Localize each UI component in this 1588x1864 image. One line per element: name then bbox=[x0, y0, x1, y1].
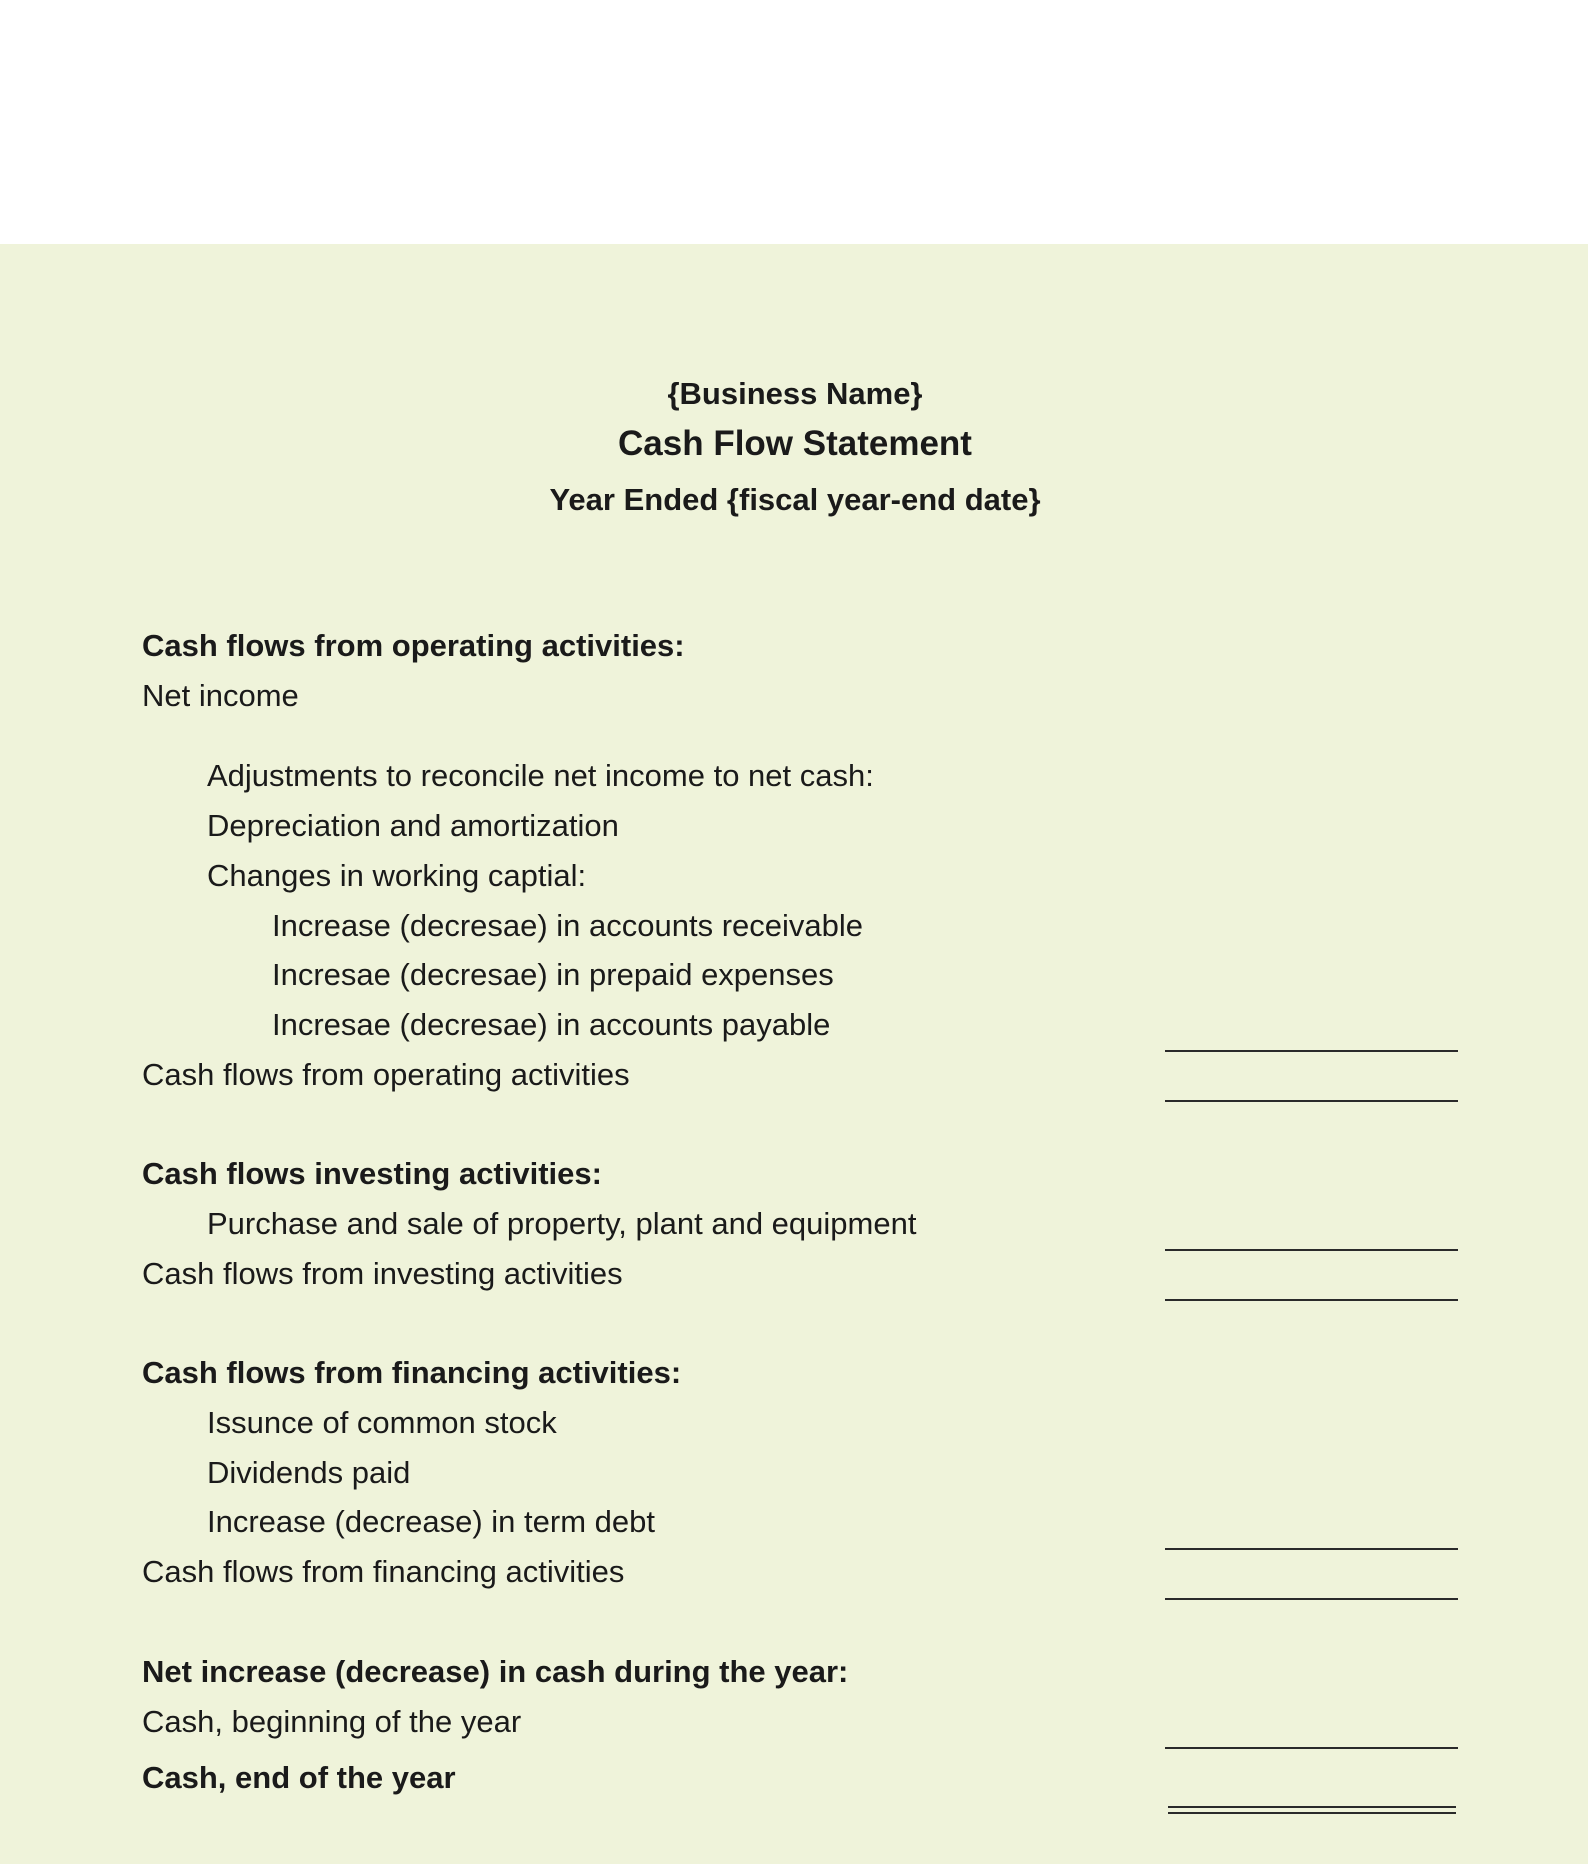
financing-total-label: Cash flows from financing activities bbox=[142, 1554, 625, 1589]
debt-underline bbox=[1165, 1548, 1458, 1550]
operating-heading: Cash flows from operating activities: bbox=[142, 628, 685, 663]
ppe-underline bbox=[1165, 1249, 1458, 1251]
beginning-cash-underline bbox=[1165, 1747, 1458, 1749]
depreciation-label: Depreciation and amortization bbox=[207, 808, 619, 843]
investing-heading: Cash flows investing activities: bbox=[142, 1156, 602, 1191]
ending-cash-label: Cash, end of the year bbox=[142, 1760, 456, 1795]
operating-total-underline bbox=[1165, 1100, 1458, 1102]
ppe-label: Purchase and sale of property, plant and equipment bbox=[207, 1206, 917, 1241]
working-capital-label: Changes in working captial: bbox=[207, 858, 587, 893]
receivable-label: Increase (decresae) in accounts receivable bbox=[272, 908, 864, 943]
financing-heading: Cash flows from financing activities: bbox=[142, 1355, 682, 1390]
investing-total-underline bbox=[1165, 1299, 1458, 1301]
beginning-cash-label: Cash, beginning of the year bbox=[142, 1704, 522, 1739]
business-name: {Business Name} bbox=[667, 376, 923, 411]
prepaid-label: Incresae (decresae) in prepaid expenses bbox=[272, 957, 834, 992]
debt-label: Increase (decrease) in term debt bbox=[207, 1504, 655, 1539]
statement-title: Cash Flow Statement bbox=[618, 424, 972, 463]
investing-total-label: Cash flows from investing activities bbox=[142, 1256, 623, 1291]
payable-label: Incresae (decresae) in accounts payable bbox=[272, 1007, 831, 1042]
financing-total-underline bbox=[1165, 1598, 1458, 1600]
statement-period: Year Ended {fiscal year-end date} bbox=[549, 482, 1041, 517]
ending-cash-double-underline bbox=[1168, 1806, 1456, 1814]
stock-label: Issunce of common stock bbox=[207, 1405, 557, 1440]
net-income-label: Net income bbox=[142, 678, 299, 713]
operating-total-label: Cash flows from operating activities bbox=[142, 1057, 630, 1092]
dividends-label: Dividends paid bbox=[207, 1455, 411, 1490]
adjustments-label: Adjustments to reconcile net income to net cash: bbox=[207, 758, 874, 793]
statement-sheet bbox=[0, 244, 1588, 1864]
payable-underline bbox=[1165, 1050, 1458, 1052]
net-change-label: Net increase (decrease) in cash during the year: bbox=[142, 1654, 849, 1689]
